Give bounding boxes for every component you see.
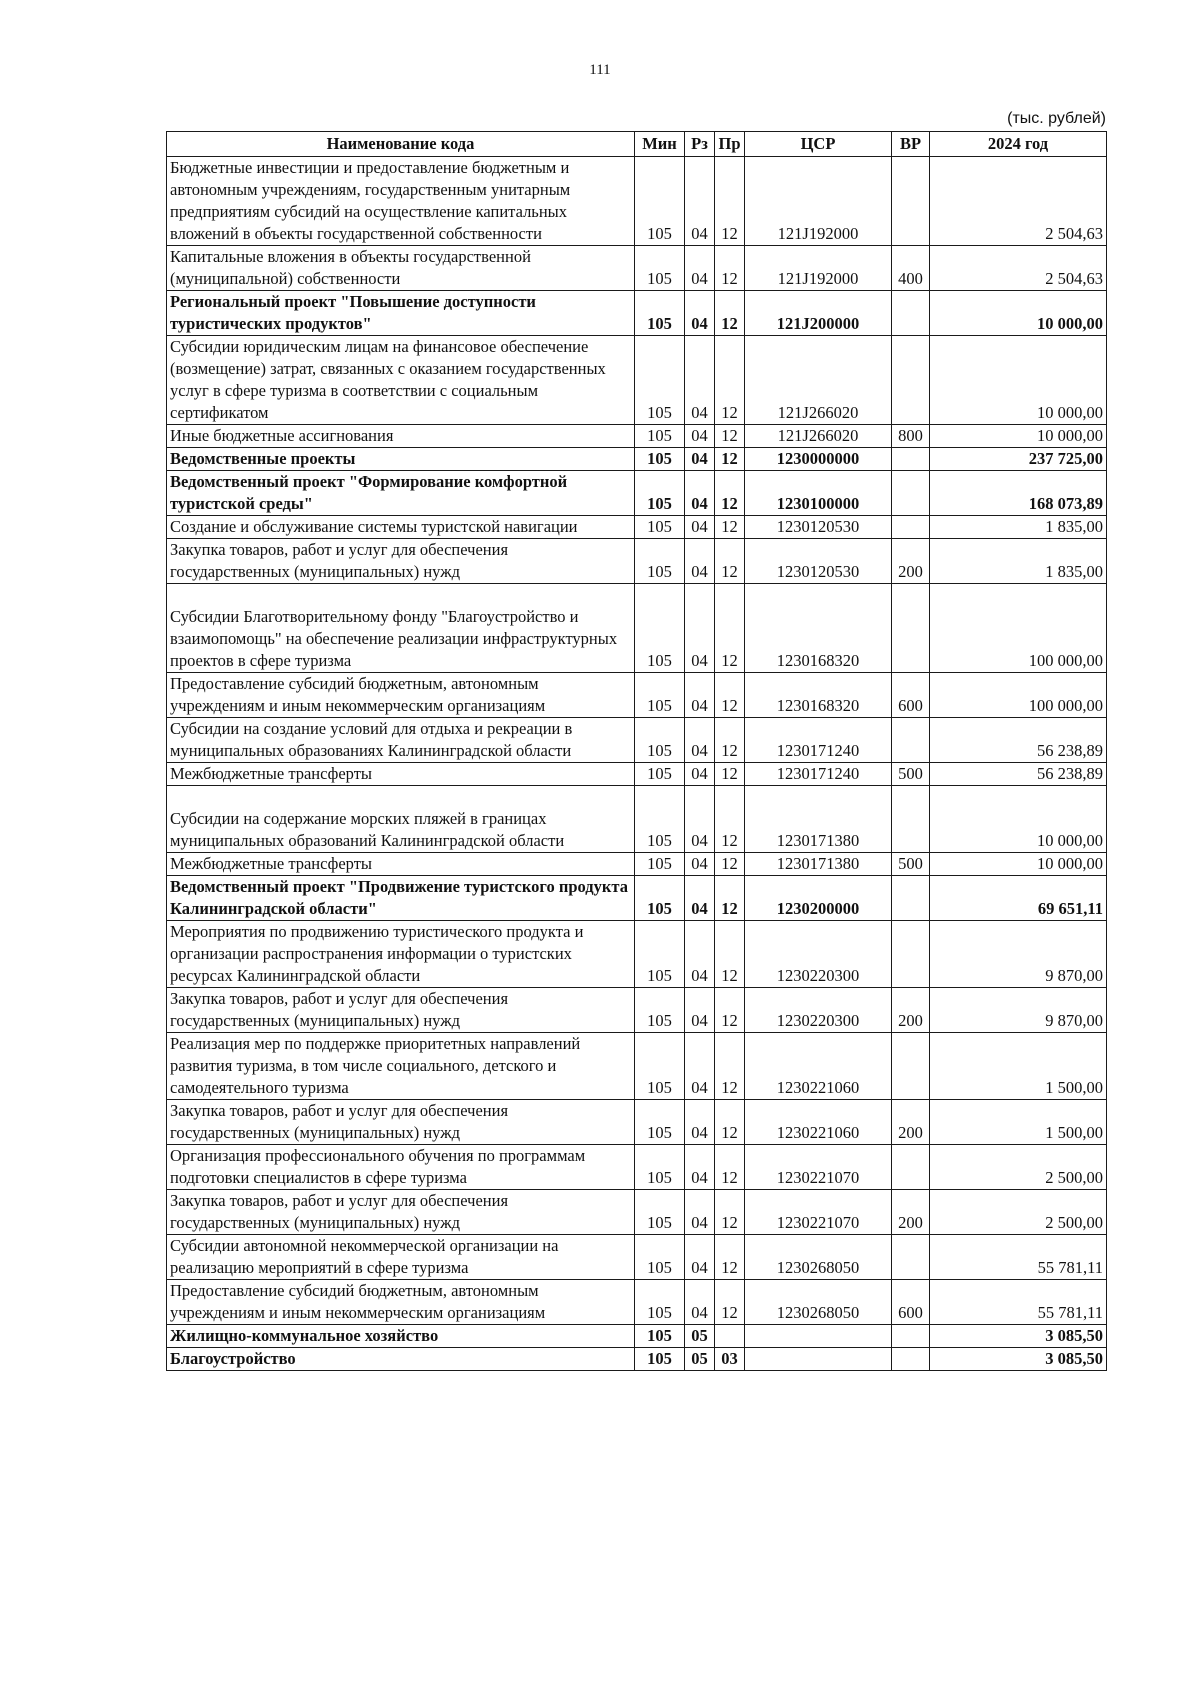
table-row [167,1348,1107,1371]
header-min: Мин [635,132,685,157]
cell-min: 105 [635,1325,685,1348]
cell-rz: 04 [685,673,715,718]
cell-min: 105 [635,1100,685,1145]
cell-rz: 04 [685,988,715,1033]
cell-vr [892,1033,930,1100]
cell-pr: 12 [715,1190,745,1235]
cell-name: Закупка товаров, работ и услуг для обеспечения государственных (муниципальных) нужд [167,988,635,1033]
cell-vr [892,1348,930,1371]
cell-amount: 3 085,50 [930,1348,1107,1371]
cell-vr: 200 [892,1190,930,1235]
cell-vr: 200 [892,988,930,1033]
table-row [167,246,1107,291]
cell-amount: 10 000,00 [930,786,1107,853]
cell-vr [892,336,930,425]
cell-name: Межбюджетные трансферты [167,853,635,876]
cell-amount: 168 073,89 [930,471,1107,516]
cell-amount: 9 870,00 [930,921,1107,988]
cell-pr: 12 [715,1100,745,1145]
cell-pr: 12 [715,1280,745,1325]
cell-rz: 04 [685,584,715,673]
cell-pr: 12 [715,516,745,539]
cell-pr: 12 [715,539,745,584]
table-header [167,132,1107,157]
cell-csr: 1230220300 [745,921,892,988]
cell-rz: 04 [685,1033,715,1100]
cell-csr: 1230120530 [745,539,892,584]
cell-vr: 400 [892,246,930,291]
cell-vr: 500 [892,763,930,786]
table-row [167,1280,1107,1325]
cell-min: 105 [635,1280,685,1325]
cell-vr [892,291,930,336]
cell-rz: 04 [685,425,715,448]
cell-amount: 100 000,00 [930,584,1107,673]
cell-rz: 04 [685,539,715,584]
cell-name: Предоставление субсидий бюджетным, автономным учреждениям и иным некоммерческим организациям [167,1280,635,1325]
table-row [167,448,1107,471]
cell-name: Субсидии на создание условий для отдыха и рекреации в муниципальных образованиях Калининградской области [167,718,635,763]
cell-pr: 12 [715,448,745,471]
cell-pr: 03 [715,1348,745,1371]
cell-rz: 04 [685,246,715,291]
cell-name: Благоустройство [167,1348,635,1371]
cell-amount: 56 238,89 [930,718,1107,763]
cell-rz: 04 [685,763,715,786]
cell-amount: 10 000,00 [930,336,1107,425]
cell-amount: 55 781,11 [930,1280,1107,1325]
cell-vr [892,471,930,516]
cell-amount: 56 238,89 [930,763,1107,786]
cell-vr: 600 [892,673,930,718]
cell-min: 105 [635,673,685,718]
table-row [167,1145,1107,1190]
cell-min: 105 [635,471,685,516]
cell-csr: 1230268050 [745,1280,892,1325]
cell-rz: 04 [685,921,715,988]
cell-vr [892,157,930,246]
cell-name: Ведомственный проект "Формирование комфортной туристской среды" [167,471,635,516]
table-row [167,1325,1107,1348]
cell-min: 105 [635,1033,685,1100]
cell-min: 105 [635,157,685,246]
table-row [167,988,1107,1033]
cell-vr [892,516,930,539]
cell-pr: 12 [715,246,745,291]
cell-vr [892,921,930,988]
cell-min: 105 [635,539,685,584]
table-body [167,157,1107,1371]
cell-name: Организация профессионального обучения по программам подготовки специалистов в сфере туризма [167,1145,635,1190]
cell-min: 105 [635,336,685,425]
cell-min: 105 [635,246,685,291]
cell-amount: 10 000,00 [930,853,1107,876]
cell-name: Предоставление субсидий бюджетным, автономным учреждениям и иным некоммерческим организациям [167,673,635,718]
cell-name: Субсидии на содержание морских пляжей в границах муниципальных образований Калининградской области [167,786,635,853]
cell-csr: 1230221070 [745,1145,892,1190]
cell-amount: 2 504,63 [930,157,1107,246]
cell-csr: 1230221070 [745,1190,892,1235]
cell-rz: 04 [685,291,715,336]
cell-pr [715,1325,745,1348]
cell-csr: 1230171240 [745,718,892,763]
cell-rz: 04 [685,1280,715,1325]
cell-amount: 1 500,00 [930,1033,1107,1100]
table-row [167,1033,1107,1100]
cell-pr: 12 [715,336,745,425]
cell-amount: 1 835,00 [930,539,1107,584]
cell-rz: 04 [685,1235,715,1280]
cell-min: 105 [635,1145,685,1190]
cell-vr: 200 [892,539,930,584]
table-row [167,157,1107,246]
cell-name: Закупка товаров, работ и услуг для обеспечения государственных (муниципальных) нужд [167,1100,635,1145]
cell-csr: 1230220300 [745,988,892,1033]
cell-amount: 9 870,00 [930,988,1107,1033]
cell-csr: 121J200000 [745,291,892,336]
table-row [167,516,1107,539]
cell-pr: 12 [715,718,745,763]
cell-pr: 12 [715,291,745,336]
table-row [167,584,1107,673]
units-label: (тыс. рублей) [1007,110,1106,127]
cell-vr: 500 [892,853,930,876]
cell-amount: 55 781,11 [930,1235,1107,1280]
cell-amount: 10 000,00 [930,291,1107,336]
cell-name: Капитальные вложения в объекты государственной (муниципальной) собственности [167,246,635,291]
cell-pr: 12 [715,1145,745,1190]
header-vr: ВР [892,132,930,157]
cell-name: Жилищно-коммунальное хозяйство [167,1325,635,1348]
table-row [167,673,1107,718]
header-pr: Пр [715,132,745,157]
cell-pr: 12 [715,1033,745,1100]
cell-name: Бюджетные инвестиции и предоставление бюджетным и автономным учреждениям, государственным унитарным предприятиям субсидий на осуществление капитальных вложений в объекты государственной собственности [167,157,635,246]
cell-min: 105 [635,584,685,673]
table-row [167,291,1107,336]
cell-min: 105 [635,516,685,539]
cell-name: Создание и обслуживание системы туристской навигации [167,516,635,539]
table-row [167,718,1107,763]
cell-pr: 12 [715,1235,745,1280]
cell-csr: 1230120530 [745,516,892,539]
header-row [167,132,1107,157]
cell-pr: 12 [715,921,745,988]
table-row [167,921,1107,988]
table-row [167,1235,1107,1280]
table-row [167,853,1107,876]
cell-csr: 1230171380 [745,786,892,853]
cell-pr: 12 [715,425,745,448]
cell-csr: 1230168320 [745,584,892,673]
cell-rz: 04 [685,1145,715,1190]
cell-rz: 04 [685,336,715,425]
table-row [167,539,1107,584]
cell-min: 105 [635,1235,685,1280]
cell-min: 105 [635,1348,685,1371]
cell-rz: 04 [685,448,715,471]
header-csr: ЦСР [745,132,892,157]
cell-pr: 12 [715,157,745,246]
cell-pr: 12 [715,763,745,786]
cell-name: Субсидии юридическим лицам на финансовое обеспечение (возмещение) затрат, связанных с оказанием государственных услуг в сфере туризма в соответствии с социальным сертификатом [167,336,635,425]
cell-csr [745,1348,892,1371]
cell-min: 105 [635,988,685,1033]
cell-rz: 05 [685,1325,715,1348]
cell-name: Мероприятия по продвижению туристического продукта и организации распространения информации о туристских ресурсах Калининградской области [167,921,635,988]
budget-table [166,131,1107,1371]
cell-pr: 12 [715,786,745,853]
cell-vr [892,1325,930,1348]
cell-rz: 04 [685,516,715,539]
cell-csr: 121J266020 [745,336,892,425]
cell-min: 105 [635,425,685,448]
cell-vr [892,718,930,763]
table-row [167,425,1107,448]
cell-rz: 04 [685,853,715,876]
cell-amount: 100 000,00 [930,673,1107,718]
cell-min: 105 [635,448,685,471]
table-row [167,1190,1107,1235]
cell-vr: 200 [892,1100,930,1145]
cell-vr [892,876,930,921]
cell-rz: 04 [685,718,715,763]
cell-name: Реализация мер по поддержке приоритетных направлений развития туризма, в том числе социального, детского и самодеятельного туризма [167,1033,635,1100]
cell-name: Ведомственные проекты [167,448,635,471]
cell-name: Закупка товаров, работ и услуг для обеспечения государственных (муниципальных) нужд [167,1190,635,1235]
cell-min: 105 [635,718,685,763]
cell-csr: 1230100000 [745,471,892,516]
cell-rz: 04 [685,1190,715,1235]
table-row [167,786,1107,853]
cell-pr: 12 [715,988,745,1033]
cell-amount: 1 500,00 [930,1100,1107,1145]
cell-rz: 04 [685,1100,715,1145]
cell-rz: 05 [685,1348,715,1371]
header-year: 2024 год [930,132,1107,157]
cell-csr [745,1325,892,1348]
cell-csr: 1230000000 [745,448,892,471]
cell-name: Региональный проект "Повышение доступности туристических продуктов" [167,291,635,336]
cell-vr [892,1235,930,1280]
cell-csr: 121J192000 [745,157,892,246]
cell-rz: 04 [685,157,715,246]
cell-amount: 2 500,00 [930,1190,1107,1235]
cell-name: Субсидии Благотворительному фонду "Благоустройство и взаимопомощь" на обеспечение реализации инфраструктурных проектов в сфере туризма [167,584,635,673]
cell-rz: 04 [685,786,715,853]
cell-name: Ведомственный проект "Продвижение туристского продукта Калининградской области" [167,876,635,921]
cell-amount: 3 085,50 [930,1325,1107,1348]
cell-amount: 69 651,11 [930,876,1107,921]
cell-csr: 1230200000 [745,876,892,921]
table-row [167,876,1107,921]
cell-csr: 1230221060 [745,1033,892,1100]
cell-amount: 2 500,00 [930,1145,1107,1190]
cell-csr: 1230268050 [745,1235,892,1280]
cell-name: Межбюджетные трансферты [167,763,635,786]
cell-csr: 1230171240 [745,763,892,786]
cell-csr: 121J192000 [745,246,892,291]
cell-amount: 1 835,00 [930,516,1107,539]
cell-pr: 12 [715,584,745,673]
cell-name: Иные бюджетные ассигнования [167,425,635,448]
page-number: 111 [589,62,611,78]
cell-name: Субсидии автономной некоммерческой организации на реализацию мероприятий в сфере туризма [167,1235,635,1280]
cell-amount: 2 504,63 [930,246,1107,291]
table-row [167,1100,1107,1145]
cell-vr [892,1145,930,1190]
cell-min: 105 [635,853,685,876]
cell-vr [892,584,930,673]
table-row [167,336,1107,425]
cell-name: Закупка товаров, работ и услуг для обеспечения государственных (муниципальных) нужд [167,539,635,584]
cell-csr: 1230168320 [745,673,892,718]
cell-pr: 12 [715,876,745,921]
header-name: Наименование кода [167,132,635,157]
header-rz: Рз [685,132,715,157]
cell-min: 105 [635,291,685,336]
cell-amount: 10 000,00 [930,425,1107,448]
cell-pr: 12 [715,673,745,718]
cell-vr: 600 [892,1280,930,1325]
cell-vr [892,448,930,471]
cell-min: 105 [635,786,685,853]
cell-amount: 237 725,00 [930,448,1107,471]
cell-rz: 04 [685,876,715,921]
cell-rz: 04 [685,471,715,516]
cell-min: 105 [635,1190,685,1235]
cell-pr: 12 [715,853,745,876]
table-row [167,763,1107,786]
cell-min: 105 [635,876,685,921]
cell-min: 105 [635,763,685,786]
cell-csr: 121J266020 [745,425,892,448]
cell-csr: 1230221060 [745,1100,892,1145]
cell-min: 105 [635,921,685,988]
cell-pr: 12 [715,471,745,516]
cell-csr: 1230171380 [745,853,892,876]
table-row [167,471,1107,516]
cell-vr [892,786,930,853]
cell-vr: 800 [892,425,930,448]
